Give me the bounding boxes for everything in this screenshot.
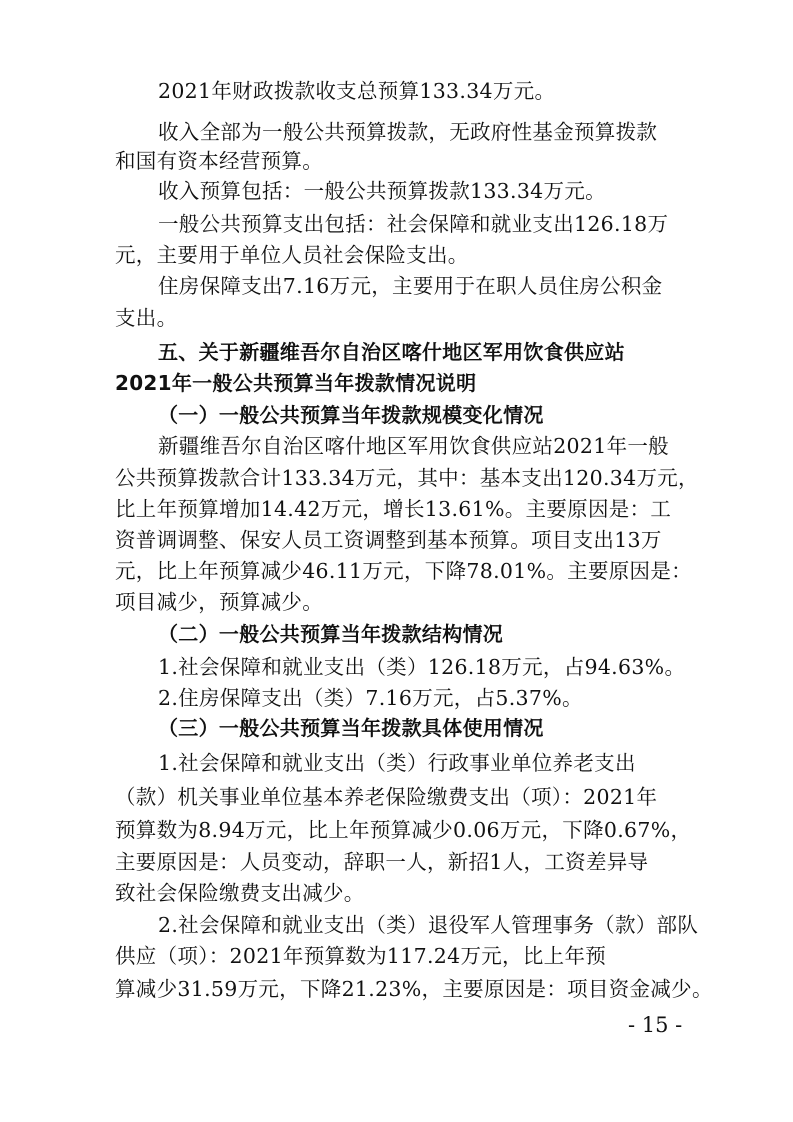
subsection-heading: （二）一般公共预算当年拨款结构情况 bbox=[158, 622, 504, 646]
body-line: 元，主要用于单位人员社会保险支出。 bbox=[115, 243, 469, 267]
subsection-heading: （一）一般公共预算当年拨款规模变化情况 bbox=[158, 403, 544, 427]
body-line: 1.社会保障和就业支出（类）行政事业单位养老支出 bbox=[158, 751, 636, 775]
body-line: 致社会保险缴费支出减少。 bbox=[115, 881, 365, 905]
section-heading: 五、关于新疆维吾尔自治区喀什地区军用饮食供应站 bbox=[158, 340, 625, 364]
body-line: 主要原因是：人员变动，辞职一人，新招1人，工资差异导 bbox=[115, 850, 649, 874]
body-line: 预算数为8.94万元，比上年预算减少0.06万元，下降0.67%， bbox=[115, 818, 692, 842]
body-line: 算减少31.59万元，下降21.23%，主要原因是：项目资金减少。 bbox=[115, 977, 713, 1001]
body-line: 公共预算拨款合计133.34万元，其中：基本支出120.34万元， bbox=[115, 466, 699, 490]
body-line: 比上年预算增加14.42万元，增长13.61%。主要原因是：工 bbox=[115, 497, 672, 521]
body-line: 资普调调整、保安人员工资调整到基本预算。项目支出13万 bbox=[115, 528, 662, 552]
body-line: 项目减少，预算减少。 bbox=[115, 590, 323, 614]
page-number: - 15 - bbox=[628, 1013, 683, 1037]
body-line: 支出。 bbox=[115, 306, 178, 330]
body-line: 供应（项）：2021年预算数为117.24万元，比上年预 bbox=[115, 944, 607, 968]
body-line: （款）机关事业单位基本养老保险缴费支出（项）：2021年 bbox=[115, 785, 658, 809]
section-heading-cont: 2021年一般公共预算当年拨款情况说明 bbox=[115, 371, 477, 395]
body-line: 一般公共预算支出包括：社会保障和就业支出126.18万 bbox=[158, 212, 669, 236]
body-line: 和国有资本经营预算。 bbox=[115, 149, 323, 173]
body-line: 1.社会保障和就业支出（类）126.18万元，占94.63%。 bbox=[158, 655, 686, 679]
body-line: 2.住房保障支出（类）7.16万元，占5.37%。 bbox=[158, 686, 583, 710]
body-line: 新疆维吾尔自治区喀什地区军用饮食供应站2021年一般 bbox=[158, 434, 669, 458]
subsection-heading: （三）一般公共预算当年拨款具体使用情况 bbox=[158, 716, 544, 740]
body-line: 收入全部为一般公共预算拨款，无政府性基金预算拨款 bbox=[158, 120, 658, 144]
body-line: 住房保障支出7.16万元，主要用于在职人员住房公积金 bbox=[158, 274, 663, 298]
body-line: 2.社会保障和就业支出（类）退役军人管理事务（款）部队 bbox=[158, 913, 699, 937]
body-line: 2021年财政拨款收支总预算133.34万元。 bbox=[158, 79, 556, 103]
body-line: 收入预算包括：一般公共预算拨款133.34万元。 bbox=[158, 179, 606, 203]
body-line: 元，比上年预算减少46.11万元，下降78.01%。主要原因是： bbox=[115, 559, 692, 583]
